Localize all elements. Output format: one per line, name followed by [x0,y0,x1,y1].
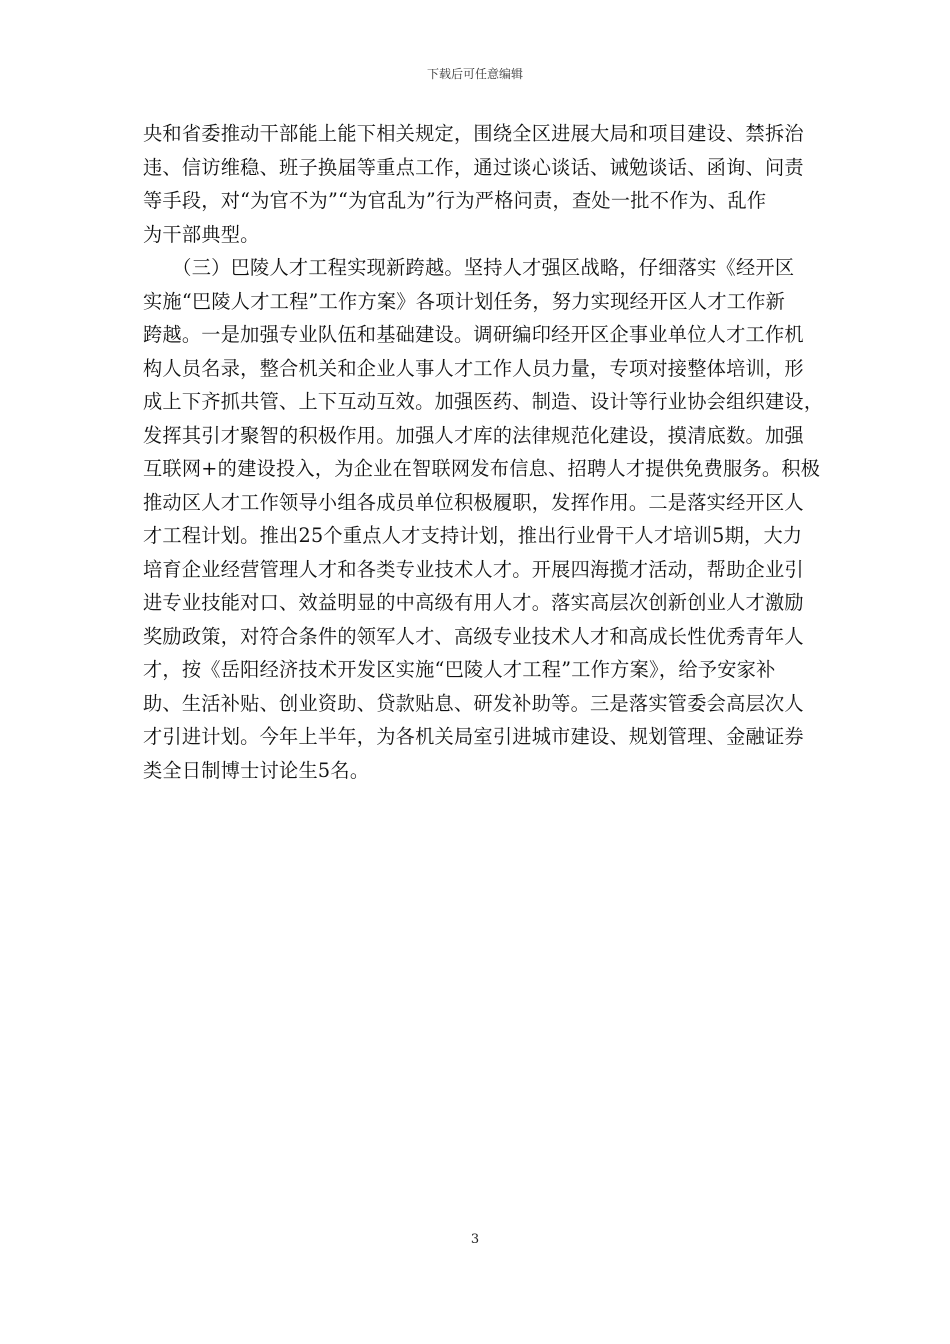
page-number: 3 [470,1232,480,1247]
paragraph-2 [143,251,824,787]
text-line: 才，按《岳阳经济技术开发区实施“巴陵人才工程”工作方案》，给予安家补 [143,658,776,681]
text-line: 等手段，对“为官不为”“为官乱为”行为严格问责，查处一批不作为、乱作 [143,189,767,212]
text-line: 互联网+的建设投入，为企业在智联网发布信息、招聘人才提供免费服务。积极 [143,457,821,480]
text-line: 跨越。一是加强专业队伍和基础建设。调研编印经开区企事业单位人才工作机 [143,323,804,346]
text-line: 构人员名录，整合机关和企业人事人才工作人员力量，专项对接整体培训，形 [143,356,804,380]
text-line: 才工程计划。推出25个重点人才支持计划，推出行业骨干人才培训5期，大力 [143,524,803,547]
document-body [143,117,824,787]
page-header: 下载后可任意编辑 [426,67,523,81]
text-line: 违、信访维稳、班子换届等重点工作，通过谈心谈话、诫勉谈话、函询、问责 [143,155,804,179]
text-line: 类全日制博士讨论生5名。 [143,758,370,782]
text-line: 奖励政策，对符合条件的领军人才、高级专业技术人才和高成长性优秀青年人 [143,624,804,648]
text-line: 培育企业经营管理人才和各类专业技术人才。开展四海揽才活动，帮助企业引 [143,557,804,581]
text-line: 进专业技能对口、效益明显的中高级有用人才。落实高层次创新创业人才激励 [143,591,804,614]
text-line: 实施“巴陵人才工程”工作方案》各项计划任务，努力实现经开区人才工作新 [143,289,786,313]
text-line: 发挥其引才聚智的积极作用。加强人才库的法律规范化建设，摸清底数。加强 [143,423,804,447]
text-line: 推动区人才工作领导小组各成员单位积极履职，发挥作用。二是落实经开区人 [143,490,804,514]
text-line: 成上下齐抓共管、上下互动互效。加强医药、制造、设计等行业协会组织建设， [143,390,824,413]
text-line: 才引进计划。今年上半年，为各机关局室引进城市建设、规划管理、金融证券 [143,725,804,748]
paragraph-1 [143,117,807,251]
text-line: 央和省委推动干部能上能下相关规定，围绕全区进展大局和项目建设、禁拆治 [143,122,804,145]
text-line: （三）巴陵人才工程实现新跨越。坚持人才强区战略，仔细落实《经开区 [143,256,795,279]
text-line: 助、生活补贴、创业资助、贷款贴息、研发补助等。三是落实管委会高层次人 [143,691,804,715]
text-line: 为干部典型。 [143,222,260,246]
